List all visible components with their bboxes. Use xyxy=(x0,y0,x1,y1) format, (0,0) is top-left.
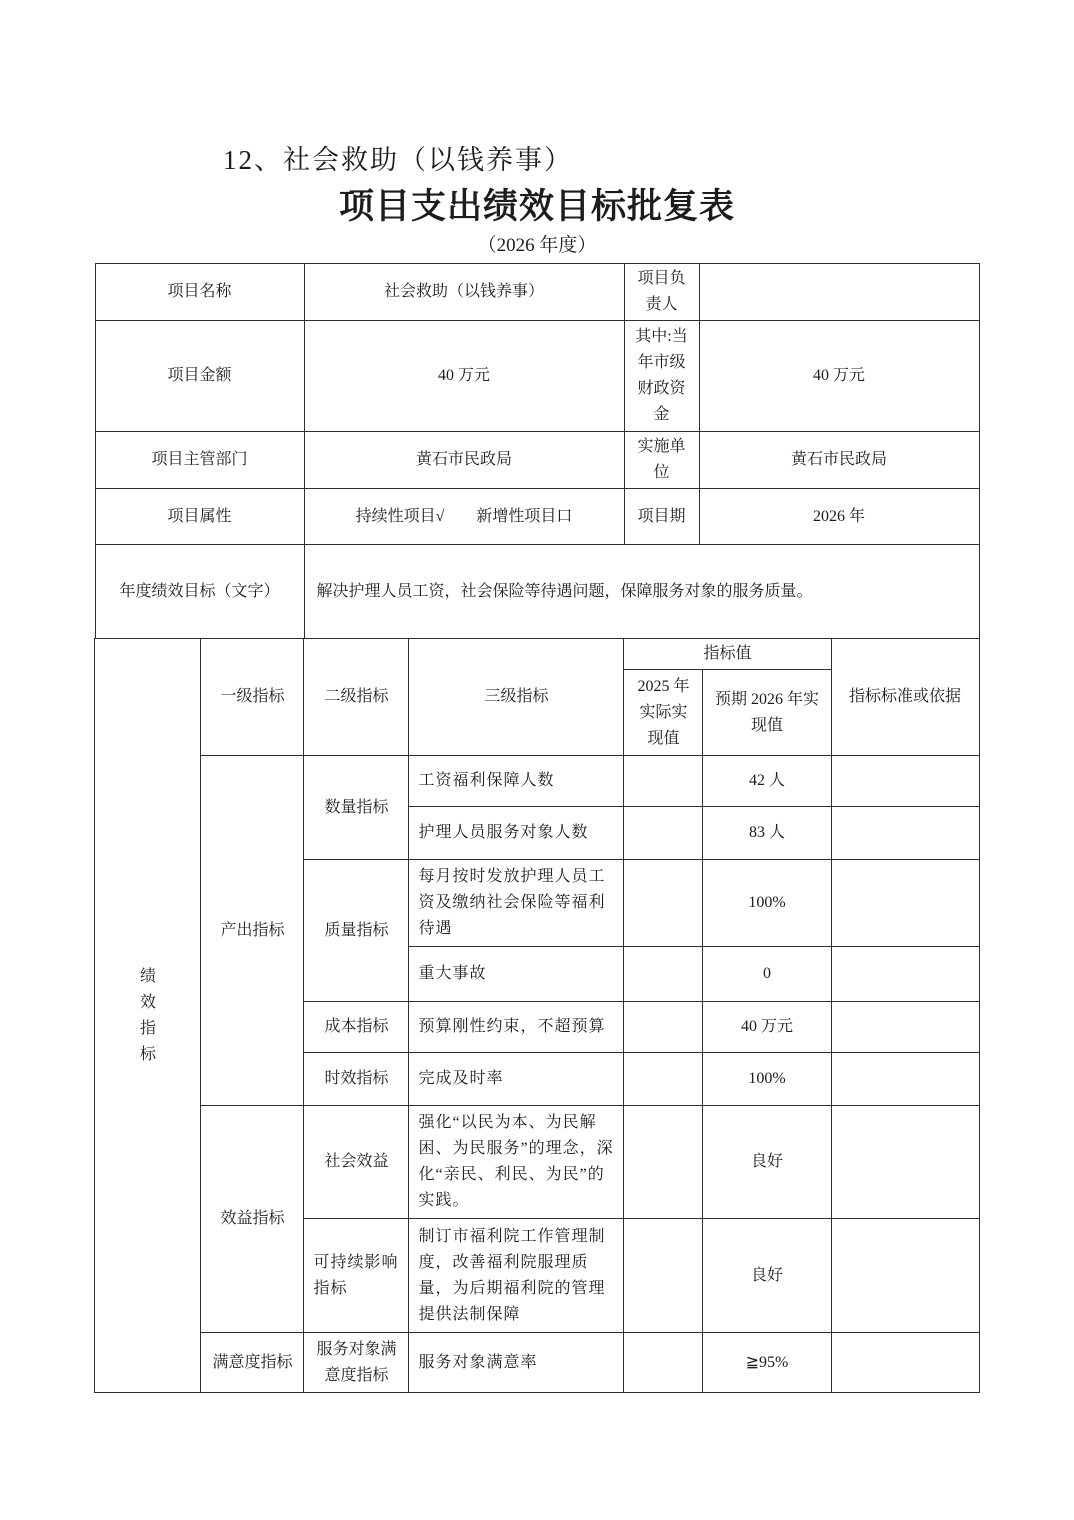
value-2026-cell: 0 xyxy=(703,947,831,1002)
value-2026-cell: ≧95% xyxy=(703,1333,831,1393)
header-level2: 二级指标 xyxy=(304,639,409,756)
info-value-supervisor-dept: 黄石市民政局 xyxy=(304,432,624,489)
table-row xyxy=(95,639,979,670)
level3-cell: 服务对象满意率 xyxy=(409,1333,624,1393)
page-subtitle: （2026 年度） xyxy=(477,235,597,256)
level2-quantity-cell: 数量指标 xyxy=(304,756,409,860)
level1-benefit-cell: 效益指标 xyxy=(201,1106,304,1333)
value-2026-cell: 40 万元 xyxy=(703,1002,831,1053)
info-value-project-attribute: 持续性项目√ 新增性项目口 xyxy=(304,489,624,545)
header-level3: 三级指标 xyxy=(409,639,624,756)
level2-social-benefit-cell: 社会效益 xyxy=(304,1106,409,1219)
standard-cell xyxy=(831,1053,979,1106)
info-label-supervisor-dept: 项目主管部门 xyxy=(95,432,304,489)
perf-section-label-cell xyxy=(95,639,201,1393)
level3-cell: 工资福利保障人数 xyxy=(409,756,624,807)
header-standard: 指标标准或依据 xyxy=(831,639,979,756)
standard-cell xyxy=(831,1333,979,1393)
info-value-annual-goal: 解决护理人员工资，社会保险等待遇问题，保障服务对象的服务质量。 xyxy=(304,545,979,639)
info-label-project-attribute: 项目属性 xyxy=(95,489,304,545)
value-2025-cell xyxy=(624,1219,703,1333)
table-row xyxy=(95,545,979,639)
info-label-project-amount: 项目金额 xyxy=(95,321,304,432)
info-value-project-period: 2026 年 xyxy=(699,489,979,545)
page-title: 项目支出绩效目标批复表 xyxy=(338,187,735,226)
table-row xyxy=(95,432,979,489)
standard-cell xyxy=(831,1219,979,1333)
project-info-table xyxy=(95,263,980,639)
standard-cell xyxy=(831,1106,979,1219)
header-level1: 一级指标 xyxy=(201,639,304,756)
level3-cell: 护理人员服务对象人数 xyxy=(409,807,624,860)
level2-quality-cell: 质量指标 xyxy=(304,860,409,1002)
level3-cell: 制订市福利院工作管理制度，改善福利院服理质量，为后期福利院的管理提供法制保障 xyxy=(409,1219,624,1333)
value-2025-cell xyxy=(624,807,703,860)
standard-cell xyxy=(831,756,979,807)
info-value-implementing-unit: 黄石市民政局 xyxy=(699,432,979,489)
info-value-project-amount: 40 万元 xyxy=(304,321,624,432)
header-value-group: 指标值 xyxy=(624,639,831,670)
info-value-city-funds: 40 万元 xyxy=(699,321,979,432)
performance-indicator-table xyxy=(94,638,979,1393)
info-label-project-period: 项目期 xyxy=(624,489,699,545)
value-2026-cell: 83 人 xyxy=(703,807,831,860)
value-2025-cell xyxy=(624,947,703,1002)
header-value-2026: 预期 2026 年实现值 xyxy=(703,670,831,756)
info-label-implementing-unit: 实施单位 xyxy=(624,432,699,489)
info-value-project-leader xyxy=(699,264,979,321)
table-row xyxy=(95,1333,979,1393)
table-row xyxy=(95,321,979,432)
table-row xyxy=(95,1106,979,1219)
value-2025-cell xyxy=(624,756,703,807)
table-row xyxy=(95,756,979,807)
standard-cell xyxy=(831,807,979,860)
info-label-city-funds: 其中:当年市级财政资金 xyxy=(624,321,699,432)
level3-cell: 重大事故 xyxy=(409,947,624,1002)
table-row xyxy=(95,264,979,321)
value-2026-cell: 42 人 xyxy=(703,756,831,807)
value-2026-cell: 100% xyxy=(703,860,831,947)
standard-cell xyxy=(831,860,979,947)
level2-timeliness-cell: 时效指标 xyxy=(304,1053,409,1106)
info-label-annual-goal: 年度绩效目标（文字） xyxy=(95,545,304,639)
value-2025-cell xyxy=(624,1333,703,1393)
level3-cell: 预算刚性约束，不超预算 xyxy=(409,1002,624,1053)
level3-cell: 强化“以民为本、为民解困、为民服务”的理念，深化“亲民、利民、为民”的实践。 xyxy=(409,1106,624,1219)
value-2026-cell: 良好 xyxy=(703,1219,831,1333)
level2-satisfaction-cell: 服务对象满意度指标 xyxy=(304,1333,409,1393)
info-label-project-leader: 项目负责人 xyxy=(624,264,699,321)
header-value-2025: 2025 年实际实现值 xyxy=(624,670,703,756)
info-label-project-name: 项目名称 xyxy=(95,264,304,321)
value-2025-cell xyxy=(624,860,703,947)
standard-cell xyxy=(831,947,979,1002)
section-heading: 12、社会救助（以钱养事） xyxy=(223,145,573,175)
value-2025-cell xyxy=(624,1053,703,1106)
level3-cell: 每月按时发放护理人员工资及缴纳社会保险等福利待遇 xyxy=(409,860,624,947)
level2-cost-cell: 成本指标 xyxy=(304,1002,409,1053)
standard-cell xyxy=(831,1002,979,1053)
value-2025-cell xyxy=(624,1002,703,1053)
value-2025-cell xyxy=(624,1106,703,1219)
level1-satisfaction-cell: 满意度指标 xyxy=(201,1333,304,1393)
perf-section-label: 绩效指标 xyxy=(139,967,156,1063)
table-row xyxy=(95,489,979,545)
level3-cell: 完成及时率 xyxy=(409,1053,624,1106)
value-2026-cell: 良好 xyxy=(703,1106,831,1219)
value-2026-cell: 100% xyxy=(703,1053,831,1106)
info-value-project-name: 社会救助（以钱养事） xyxy=(304,264,624,321)
level2-sustainability-cell: 可持续影响指标 xyxy=(304,1219,409,1333)
level1-output-cell: 产出指标 xyxy=(201,756,304,1106)
